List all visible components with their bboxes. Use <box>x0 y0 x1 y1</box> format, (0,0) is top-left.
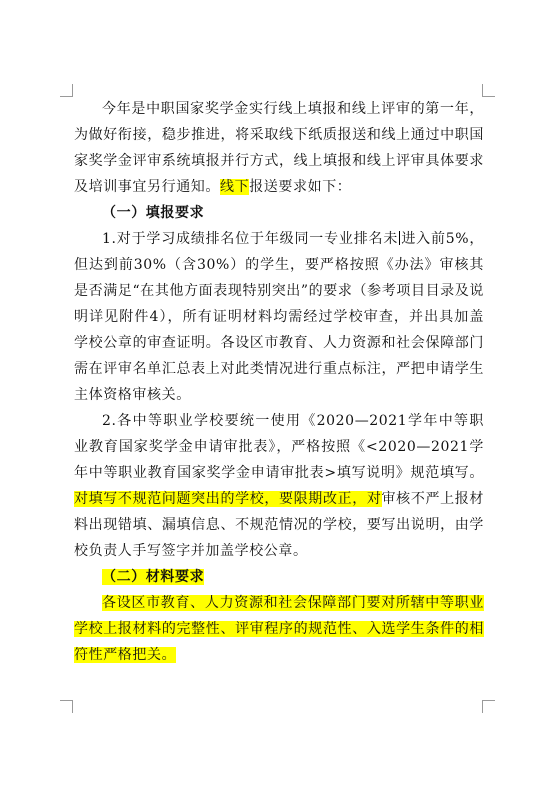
paragraph-intro-tail: 报送要求如下： <box>249 179 352 195</box>
paragraph-item-1-text-a: 1.对于学习成绩排名位于年级同一专业排名未 <box>102 231 399 247</box>
margin-corner-bottom-left <box>60 700 73 713</box>
paragraph-intro <box>74 96 484 200</box>
paragraph-item-1-text-b: 进入前5%，但达到前30%（含30%）的学生，要严格按照《办法》审核其是否满足“在其他方面表现特别突出”的要求（参考项目目录及说明详见附件4），所有证明材料均需经过学校审查，并出具加盖学校公章的审查证明。各设区市教育、人力资源和社会保障部门需在评审名单汇总表上对此类情况进行重点标注，严把申请学生主体资格审核关。 <box>74 231 484 403</box>
paragraph-materials <box>74 590 484 668</box>
highlight-nonstandard-schools: 对填写不规范问题突出的学校，要限期改正，对 <box>74 491 382 507</box>
paragraph-intro-text: 今年是中职国家奖学金实行线上填报和线上评审的第一年，为做好衔接，稳步推进，将采取线下纸质报送和线上通过中职国家奖学金评审系统填报并行方式，线上填报和线上评审具体要求及培训事宜另行通知。 <box>74 101 484 195</box>
paragraph-item-2-tail: 审核不严上报材料出现错填、漏填信息、不规范情况的学校，要写出说明，由学校负责人手写签字并加盖学校公章。 <box>74 491 484 559</box>
heading-filling-requirements: （一）填报要求 <box>102 205 205 221</box>
heading-material-requirements <box>74 564 484 590</box>
paragraph-item-1 <box>74 226 484 408</box>
margin-corner-bottom-right <box>482 700 495 713</box>
paragraph-item-2 <box>74 408 484 564</box>
document-body[interactable] <box>74 96 484 668</box>
heading-material-requirements-text: （二）材料要求 <box>102 569 205 585</box>
highlight-offline: 线下 <box>220 179 250 195</box>
paragraph-item-2-text-a: 2.各中等职业学校要统一使用《2020—2021学年中等职业教育国家奖学金申请审批表》，严格按照《<2020—2021学年中等职业教育国家奖学金申请审批表>填写说明》规范填写。 <box>74 413 484 481</box>
text-cursor <box>399 231 400 245</box>
highlight-materials: 各设区市教育、人力资源和社会保障部门要对所辖中等职业学校上报材料的完整性、评审程序的规范性、入选学生条件的相符性严格把关。 <box>74 595 484 663</box>
margin-corner-top-left <box>60 84 73 97</box>
